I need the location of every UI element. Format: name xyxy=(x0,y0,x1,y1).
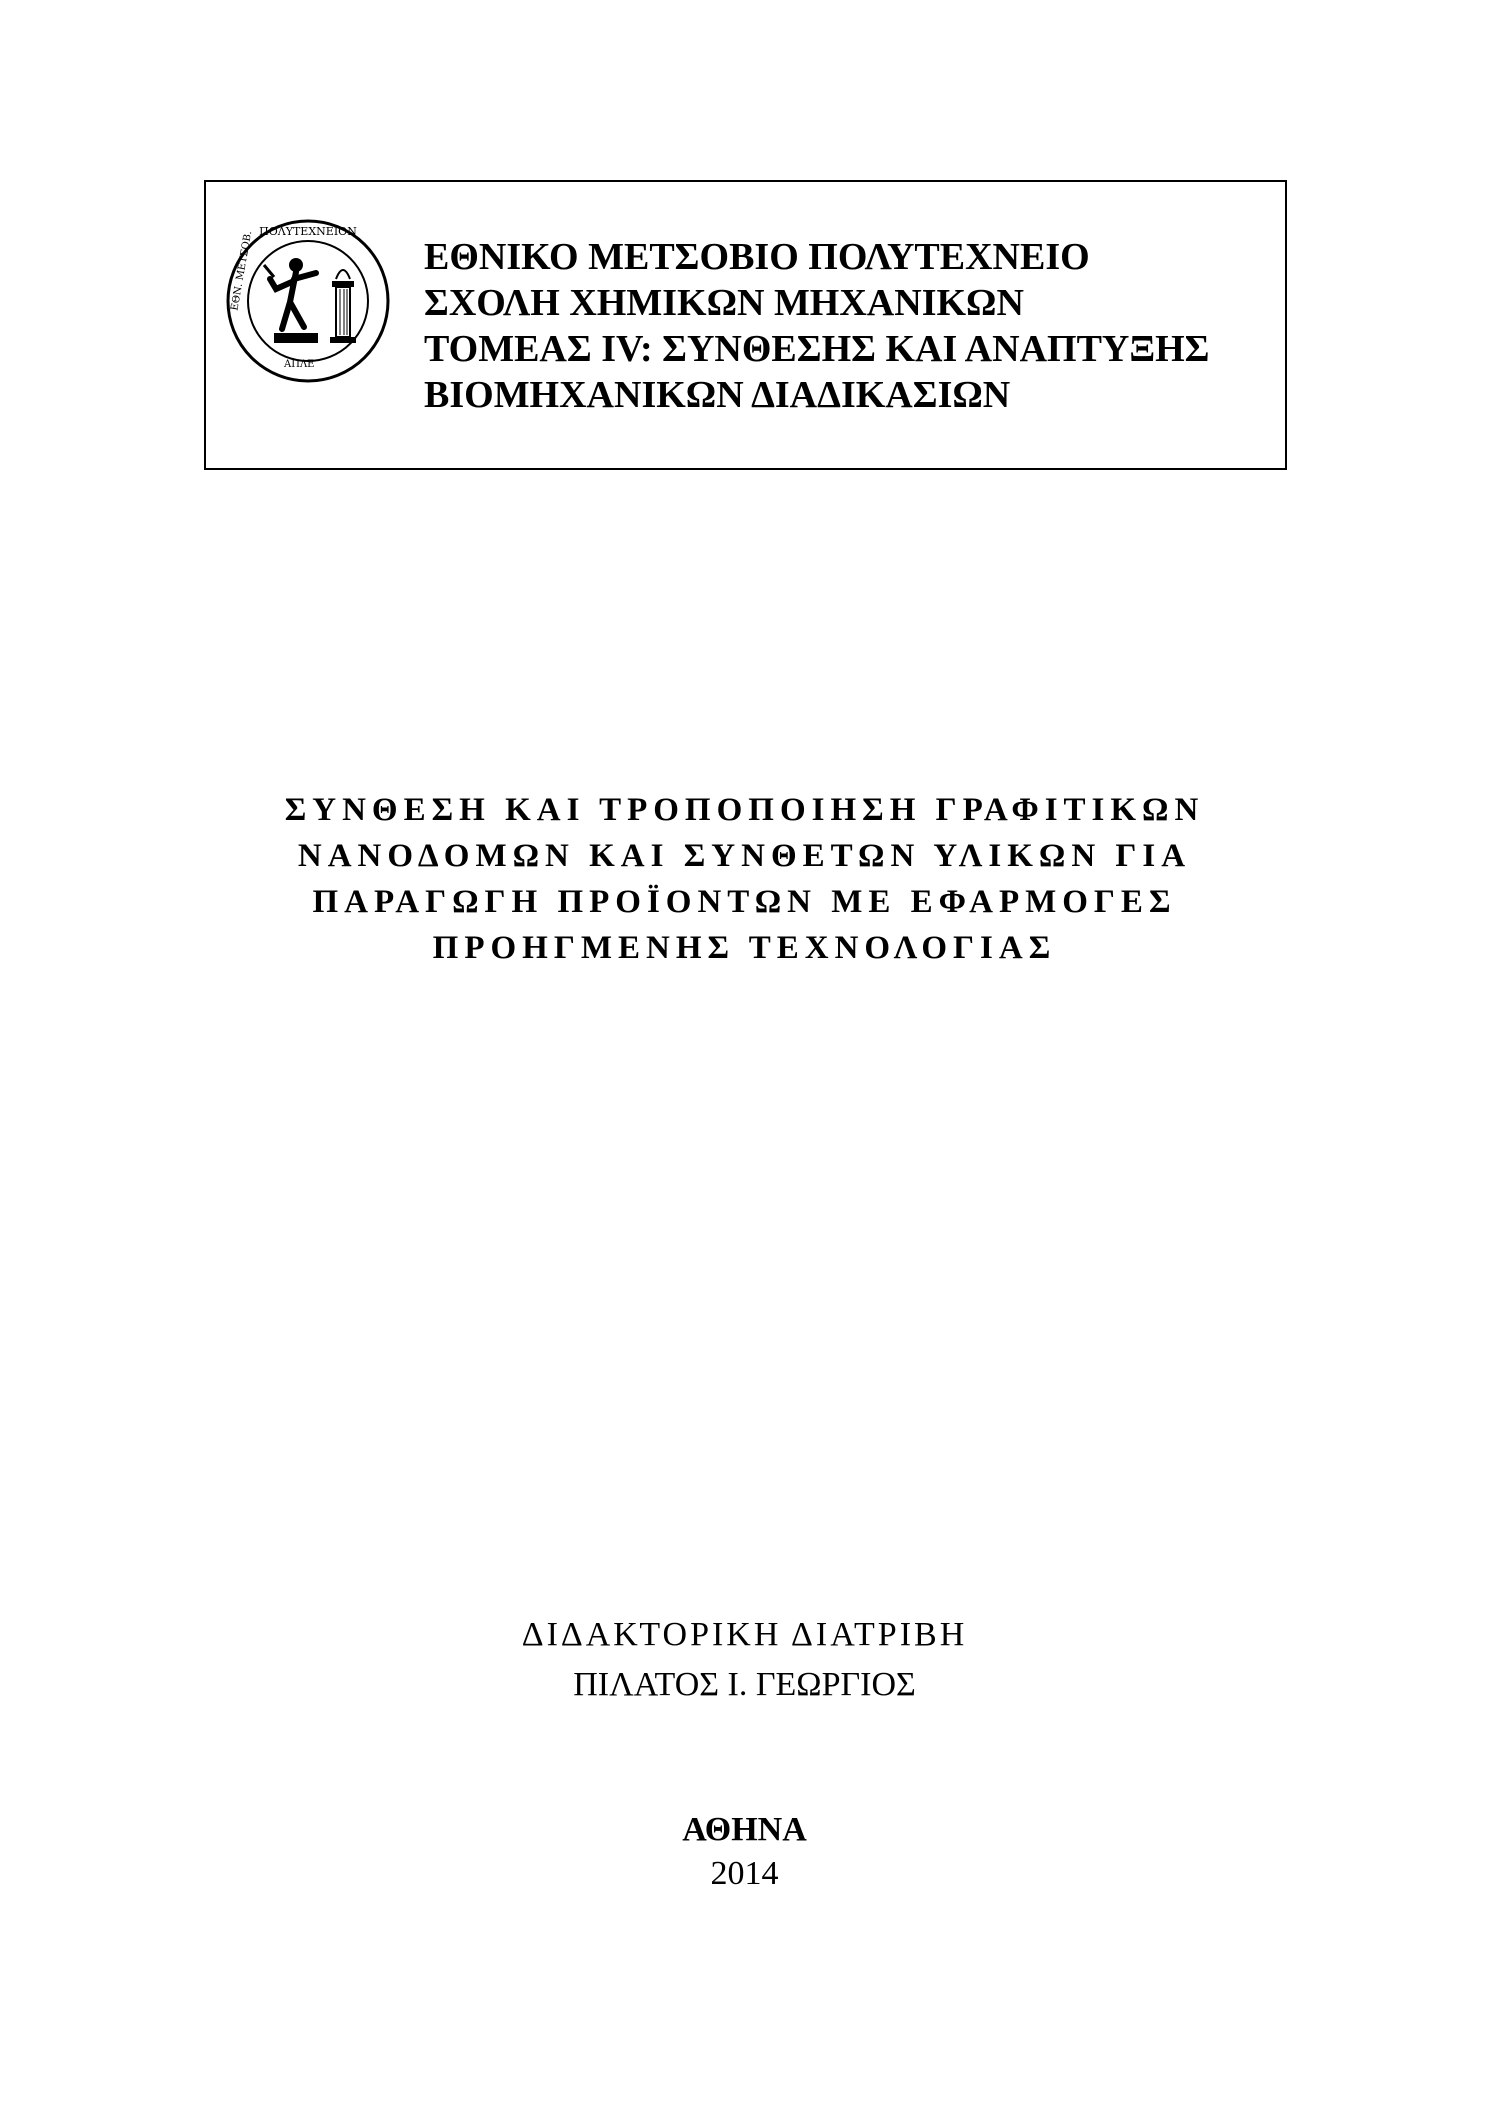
author-name: ΠΙΛΑΤΟΣ Ι. ΓΕΩΡΓΙΟΣ xyxy=(573,1666,916,1703)
institution-block xyxy=(424,234,1210,418)
svg-text:ΑΠΛΕ: ΑΠΛΕ xyxy=(284,359,315,370)
year: 2014 xyxy=(710,1855,779,1892)
university-seal-icon xyxy=(224,217,392,385)
institution-line-sector: ΤΟΜΕΑΣ IV: ΣΥΝΘΕΣΗΣ ΚΑΙ ΑΝΑΠΤΥΞΗΣ xyxy=(424,328,1210,370)
institution-line-school: ΣΧΟΛΗ ΧΗΜΙΚΩΝ ΜΗΧΑΝΙΚΩΝ xyxy=(424,282,1024,324)
thesis-title-line-2: ΝΑΝΟΔΟΜΩΝ ΚΑΙ ΣΥΝΘΕΤΩΝ ΥΛΙΚΩΝ ΓΙΑ xyxy=(297,838,1192,874)
city: ΑΘΗΝΑ xyxy=(682,1811,807,1848)
svg-text:ΠΟΛΥΤΕΧΝΕΙΟΝ: ΠΟΛΥΤΕΧΝΕΙΟΝ xyxy=(259,225,357,238)
thesis-title-line-3: ΠΑΡΑΓΩΓΗ ΠΡΟΪΟΝΤΩΝ ΜΕ ΕΦΑΡΜΟΓΕΣ xyxy=(312,884,1177,920)
institution-header-box xyxy=(204,180,1287,470)
thesis-title-line-1: ΣΥΝΘΕΣΗ ΚΑΙ ΤΡΟΠΟΠΟΙΗΣΗ ΓΡΑΦΙΤΙΚΩΝ xyxy=(284,792,1205,828)
thesis-title-line-4: ΠΡΟΗΓΜΕΝΗΣ ΤΕΧΝΟΛΟΓΙΑΣ xyxy=(432,930,1057,966)
institution-line-university: ΕΘΝΙΚΟ ΜΕΤΣΟΒΙΟ ΠΟΛΥΤΕΧΝΕΙΟ xyxy=(424,236,1090,278)
thesis-title xyxy=(0,787,1489,971)
svg-text:ΕΘΝ. ΜΕΤΣΟΒ.: ΕΘΝ. ΜΕΤΣΟΒ. xyxy=(229,230,255,312)
institution-line-sector-cont: ΒΙΟΜΗΧΑΝΙΚΩΝ ΔΙΑΔΙΚΑΣΙΩΝ xyxy=(424,374,1011,416)
document-type: ΔΙΔΑΚΤΟΡΙΚΗ ΔΙΑΤΡΙΒΗ xyxy=(521,1616,968,1653)
